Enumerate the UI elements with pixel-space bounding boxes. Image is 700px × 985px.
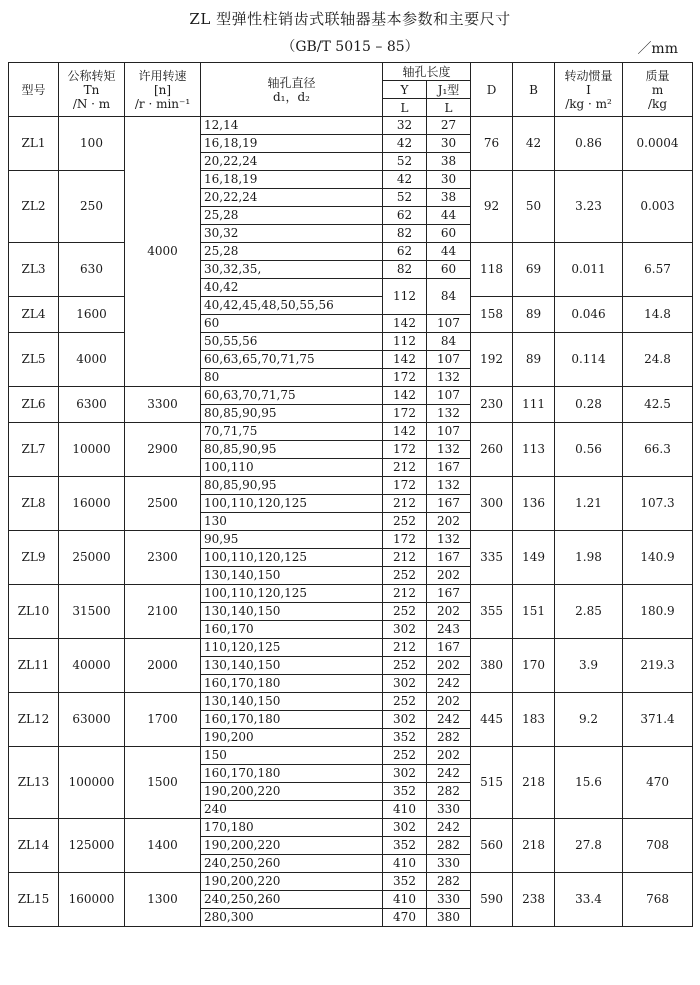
table-row [9,639,693,657]
length-y-cell: 52 [383,189,427,207]
length-j1-cell: 242 [427,711,471,729]
D-cell: 192 [471,333,513,387]
speed-cell: 2000 [125,639,201,693]
mass-cell: 140.9 [623,531,693,585]
length-j1-cell: 167 [427,585,471,603]
header-mass-label: 质量 [645,68,670,83]
length-y-cell: 252 [383,693,427,711]
length-y-cell: 172 [383,369,427,387]
table-row [9,819,693,837]
length-y-cell: 62 [383,243,427,261]
header-mass-symbol: m [651,82,664,97]
torque-cell: 25000 [59,531,125,585]
inertia-cell: 1.98 [555,531,623,585]
length-j1-cell: 243 [427,621,471,639]
inertia-cell: 27.8 [555,819,623,873]
B-cell: 149 [513,531,555,585]
length-y-cell: 52 [383,153,427,171]
coupling-parameter-table [8,62,693,927]
header-torque-unit: /N · m [72,96,111,111]
bore-diameter-cell: 20,22,24 [201,189,383,207]
bore-diameter-cell: 130,140,150 [201,657,383,675]
length-j1-cell: 132 [427,369,471,387]
header-mass-unit: /kg [648,96,668,111]
length-y-cell: 142 [383,423,427,441]
length-y-cell: 302 [383,675,427,693]
speed-cell: 4000 [125,117,201,387]
speed-cell: 1300 [125,873,201,927]
bore-diameter-cell: 100,110,120,125 [201,495,383,513]
length-j1-cell: 282 [427,729,471,747]
length-y-cell: 212 [383,639,427,657]
model-cell: ZL10 [9,585,59,639]
bore-diameter-cell: 110,120,125 [201,639,383,657]
header-diameter [201,63,383,117]
model-cell: ZL5 [9,333,59,387]
length-j1-cell: 38 [427,153,471,171]
header-diameter-symbol: d₁，d₂ [273,89,310,104]
header-length-j1: J₁型 [427,81,471,99]
length-j1-cell: 282 [427,873,471,891]
B-cell: 136 [513,477,555,531]
length-j1-cell: 132 [427,441,471,459]
bore-diameter-cell: 130 [201,513,383,531]
header-torque-symbol: Tn [83,82,100,97]
table-row [9,477,693,495]
length-j1-cell: 202 [427,693,471,711]
bore-diameter-cell: 80,85,90,95 [201,405,383,423]
length-j1-cell: 84 [427,333,471,351]
speed-cell: 1500 [125,747,201,819]
table-row [9,747,693,765]
length-y-cell: 352 [383,837,427,855]
D-cell: 335 [471,531,513,585]
D-cell: 92 [471,171,513,243]
header-bore-length: 轴孔长度 [383,63,471,81]
speed-cell: 3300 [125,387,201,423]
length-y-cell: 352 [383,783,427,801]
B-cell: 89 [513,333,555,387]
length-j1-cell: 60 [427,225,471,243]
table-row [9,531,693,549]
length-y-cell: 42 [383,135,427,153]
header-length-l-j1: L [427,99,471,117]
bore-diameter-cell: 150 [201,747,383,765]
B-cell: 218 [513,819,555,873]
torque-cell: 40000 [59,639,125,693]
header-inertia [555,63,623,117]
D-cell: 300 [471,477,513,531]
length-j1-cell: 380 [427,909,471,927]
length-j1-cell: 44 [427,207,471,225]
header-speed [125,63,201,117]
length-j1-cell: 167 [427,459,471,477]
length-y-cell: 172 [383,405,427,423]
model-cell: ZL6 [9,387,59,423]
length-y-cell: 410 [383,801,427,819]
D-cell: 590 [471,873,513,927]
bore-diameter-cell: 16,18,19 [201,135,383,153]
length-y-cell: 302 [383,765,427,783]
D-cell: 76 [471,117,513,171]
length-y-cell: 172 [383,531,427,549]
bore-diameter-cell: 130,140,150 [201,603,383,621]
B-cell: 113 [513,423,555,477]
length-y-cell: 62 [383,207,427,225]
B-cell: 50 [513,171,555,243]
length-y-cell: 410 [383,891,427,909]
length-y-cell: 32 [383,117,427,135]
header-speed-label: 许用转速 [138,68,187,83]
length-j1-cell: 242 [427,819,471,837]
length-y-cell: 142 [383,315,427,333]
length-j1-cell: 132 [427,531,471,549]
bore-diameter-cell: 160,170 [201,621,383,639]
bore-diameter-cell: 190,200 [201,729,383,747]
mass-cell: 768 [623,873,693,927]
B-cell: 238 [513,873,555,927]
header-mass [623,63,693,117]
table-row [9,243,693,261]
speed-cell: 1700 [125,693,201,747]
torque-cell: 1600 [59,297,125,333]
length-j1-cell: 202 [427,603,471,621]
B-cell: 69 [513,243,555,297]
length-y-cell: 212 [383,585,427,603]
table-row [9,873,693,891]
speed-cell: 2900 [125,423,201,477]
length-j1-cell: 30 [427,135,471,153]
mass-cell: 708 [623,819,693,873]
speed-cell: 1400 [125,819,201,873]
length-j1-cell: 282 [427,837,471,855]
bore-diameter-cell: 25,28 [201,207,383,225]
bore-diameter-cell: 12,14 [201,117,383,135]
header-speed-unit: /r · min⁻¹ [134,96,191,111]
length-y-cell: 42 [383,171,427,189]
length-y-cell: 302 [383,621,427,639]
header-length-l-y: L [383,99,427,117]
table-row [9,297,693,315]
speed-cell: 2500 [125,477,201,531]
bore-diameter-cell: 30,32,35, [201,261,383,279]
length-j1-cell: 242 [427,765,471,783]
bore-diameter-cell: 60 [201,315,383,333]
length-j1-cell: 202 [427,513,471,531]
header-inertia-symbol: I [586,82,591,97]
bore-diameter-cell: 90,95 [201,531,383,549]
model-cell: ZL13 [9,747,59,819]
D-cell: 260 [471,423,513,477]
bore-diameter-cell: 240 [201,801,383,819]
length-j1-cell: 202 [427,747,471,765]
length-y-cell: 252 [383,747,427,765]
torque-cell: 63000 [59,693,125,747]
header-torque [59,63,125,117]
length-y-cell: 82 [383,225,427,243]
bore-diameter-cell: 16,18,19 [201,171,383,189]
speed-cell: 2300 [125,531,201,585]
unit-label: ／mm [637,41,678,57]
model-cell: ZL11 [9,639,59,693]
model-cell: ZL14 [9,819,59,873]
length-j1-cell: 242 [427,675,471,693]
length-j1-cell: 107 [427,387,471,405]
table-row [9,171,693,189]
length-y-cell: 142 [383,351,427,369]
bore-diameter-cell: 100,110,120,125 [201,585,383,603]
inertia-cell: 9.2 [555,693,623,747]
B-cell: 111 [513,387,555,423]
length-j1-cell: 107 [427,423,471,441]
table-row [9,333,693,351]
bore-diameter-cell: 130,140,150 [201,693,383,711]
bore-diameter-cell: 160,170,180 [201,711,383,729]
torque-cell: 100000 [59,747,125,819]
D-cell: 560 [471,819,513,873]
B-cell: 42 [513,117,555,171]
length-j1-cell: 44 [427,243,471,261]
B-cell: 170 [513,639,555,693]
torque-cell: 125000 [59,819,125,873]
length-j1-cell: 27 [427,117,471,135]
length-j1-cell: 330 [427,891,471,909]
length-j1-cell: 167 [427,639,471,657]
torque-cell: 630 [59,243,125,297]
bore-diameter-cell: 190,200,220 [201,783,383,801]
inertia-cell: 0.86 [555,117,623,171]
bore-diameter-cell: 40,42,45,48,50,55,56 [201,297,383,315]
D-cell: 355 [471,585,513,639]
length-j1-cell: 38 [427,189,471,207]
torque-cell: 160000 [59,873,125,927]
length-j1-cell: 107 [427,351,471,369]
length-y-cell: 82 [383,261,427,279]
inertia-cell: 0.011 [555,243,623,297]
length-y-cell: 252 [383,567,427,585]
bore-diameter-cell: 190,200,220 [201,837,383,855]
header-B: B [513,63,555,117]
table-row [9,387,693,405]
mass-cell: 66.3 [623,423,693,477]
length-y-cell: 172 [383,441,427,459]
bore-diameter-cell: 25,28 [201,243,383,261]
mass-cell: 0.0004 [623,117,693,171]
length-j1-cell: 167 [427,495,471,513]
header-diameter-label: 轴孔直径 [267,75,316,90]
length-y-cell: 352 [383,873,427,891]
B-cell: 89 [513,297,555,333]
length-j1-cell: 282 [427,783,471,801]
bore-diameter-cell: 190,200,220 [201,873,383,891]
length-y-cell: 112 [383,279,427,315]
length-y-cell: 212 [383,459,427,477]
speed-cell: 2100 [125,585,201,639]
D-cell: 515 [471,747,513,819]
model-cell: ZL4 [9,297,59,333]
length-j1-cell: 60 [427,261,471,279]
bore-diameter-cell: 100,110 [201,459,383,477]
length-y-cell: 252 [383,603,427,621]
length-j1-cell: 202 [427,657,471,675]
length-y-cell: 252 [383,513,427,531]
bore-diameter-cell: 100,110,120,125 [201,549,383,567]
bore-diameter-cell: 170,180 [201,819,383,837]
model-cell: ZL1 [9,117,59,171]
bore-diameter-cell: 240,250,260 [201,891,383,909]
D-cell: 118 [471,243,513,297]
length-y-cell: 410 [383,855,427,873]
model-cell: ZL15 [9,873,59,927]
length-j1-cell: 84 [427,279,471,315]
length-y-cell: 112 [383,333,427,351]
bore-diameter-cell: 80 [201,369,383,387]
inertia-cell: 3.23 [555,171,623,243]
length-j1-cell: 132 [427,405,471,423]
page-title: ZL 型弹性柱销齿式联轴器基本参数和主要尺寸 [189,10,511,28]
bore-diameter-cell: 160,170,180 [201,675,383,693]
bore-diameter-cell: 20,22,24 [201,153,383,171]
inertia-cell: 0.114 [555,333,623,387]
torque-cell: 16000 [59,477,125,531]
bore-diameter-cell: 80,85,90,95 [201,441,383,459]
table-row [9,585,693,603]
mass-cell: 0.003 [623,171,693,243]
mass-cell: 219.3 [623,639,693,693]
standard-number: （GB/T 5015 – 85） [281,39,419,55]
inertia-cell: 15.6 [555,747,623,819]
length-y-cell: 470 [383,909,427,927]
mass-cell: 371.4 [623,693,693,747]
length-y-cell: 302 [383,711,427,729]
table-row [9,423,693,441]
inertia-cell: 0.56 [555,423,623,477]
length-j1-cell: 30 [427,171,471,189]
header-inertia-label: 转动惯量 [564,68,613,83]
length-j1-cell: 202 [427,567,471,585]
mass-cell: 24.8 [623,333,693,387]
inertia-cell: 0.28 [555,387,623,423]
length-j1-cell: 167 [427,549,471,567]
bore-diameter-cell: 240,250,260 [201,855,383,873]
D-cell: 158 [471,297,513,333]
bore-diameter-cell: 160,170,180 [201,765,383,783]
table-body [9,117,693,927]
model-cell: ZL9 [9,531,59,585]
bore-diameter-cell: 280,300 [201,909,383,927]
header-inertia-unit: /kg · m² [565,96,612,111]
length-y-cell: 172 [383,477,427,495]
table-row [9,117,693,135]
model-cell: ZL3 [9,243,59,297]
header-speed-symbol: [n] [153,82,172,97]
torque-cell: 6300 [59,387,125,423]
length-y-cell: 352 [383,729,427,747]
B-cell: 218 [513,747,555,819]
bore-diameter-cell: 40,42 [201,279,383,297]
bore-diameter-cell: 50,55,56 [201,333,383,351]
length-y-cell: 212 [383,549,427,567]
header-torque-label: 公称转矩 [67,68,116,83]
inertia-cell: 3.9 [555,639,623,693]
D-cell: 445 [471,693,513,747]
length-y-cell: 212 [383,495,427,513]
bore-diameter-cell: 70,71,75 [201,423,383,441]
bore-diameter-cell: 60,63,70,71,75 [201,387,383,405]
model-cell: ZL12 [9,693,59,747]
model-cell: ZL2 [9,171,59,243]
length-j1-cell: 107 [427,315,471,333]
length-y-cell: 302 [383,819,427,837]
inertia-cell: 33.4 [555,873,623,927]
length-j1-cell: 330 [427,855,471,873]
length-j1-cell: 330 [427,801,471,819]
model-cell: ZL7 [9,423,59,477]
mass-cell: 42.5 [623,387,693,423]
bore-diameter-cell: 130,140,150 [201,567,383,585]
model-cell: ZL8 [9,477,59,531]
length-j1-cell: 132 [427,477,471,495]
mass-cell: 6.57 [623,243,693,297]
B-cell: 183 [513,693,555,747]
D-cell: 230 [471,387,513,423]
B-cell: 151 [513,585,555,639]
inertia-cell: 1.21 [555,477,623,531]
bore-diameter-cell: 80,85,90,95 [201,477,383,495]
mass-cell: 14.8 [623,297,693,333]
length-y-cell: 142 [383,387,427,405]
D-cell: 380 [471,639,513,693]
torque-cell: 100 [59,117,125,171]
header-model: 型号 [9,63,59,117]
header-length-y: Y [383,81,427,99]
bore-diameter-cell: 30,32 [201,225,383,243]
bore-diameter-cell: 60,63,65,70,71,75 [201,351,383,369]
torque-cell: 31500 [59,585,125,639]
table-row [9,693,693,711]
header-D: D [471,63,513,117]
inertia-cell: 0.046 [555,297,623,333]
torque-cell: 4000 [59,333,125,387]
mass-cell: 180.9 [623,585,693,639]
mass-cell: 107.3 [623,477,693,531]
mass-cell: 470 [623,747,693,819]
torque-cell: 10000 [59,423,125,477]
length-y-cell: 252 [383,657,427,675]
torque-cell: 250 [59,171,125,243]
inertia-cell: 2.85 [555,585,623,639]
